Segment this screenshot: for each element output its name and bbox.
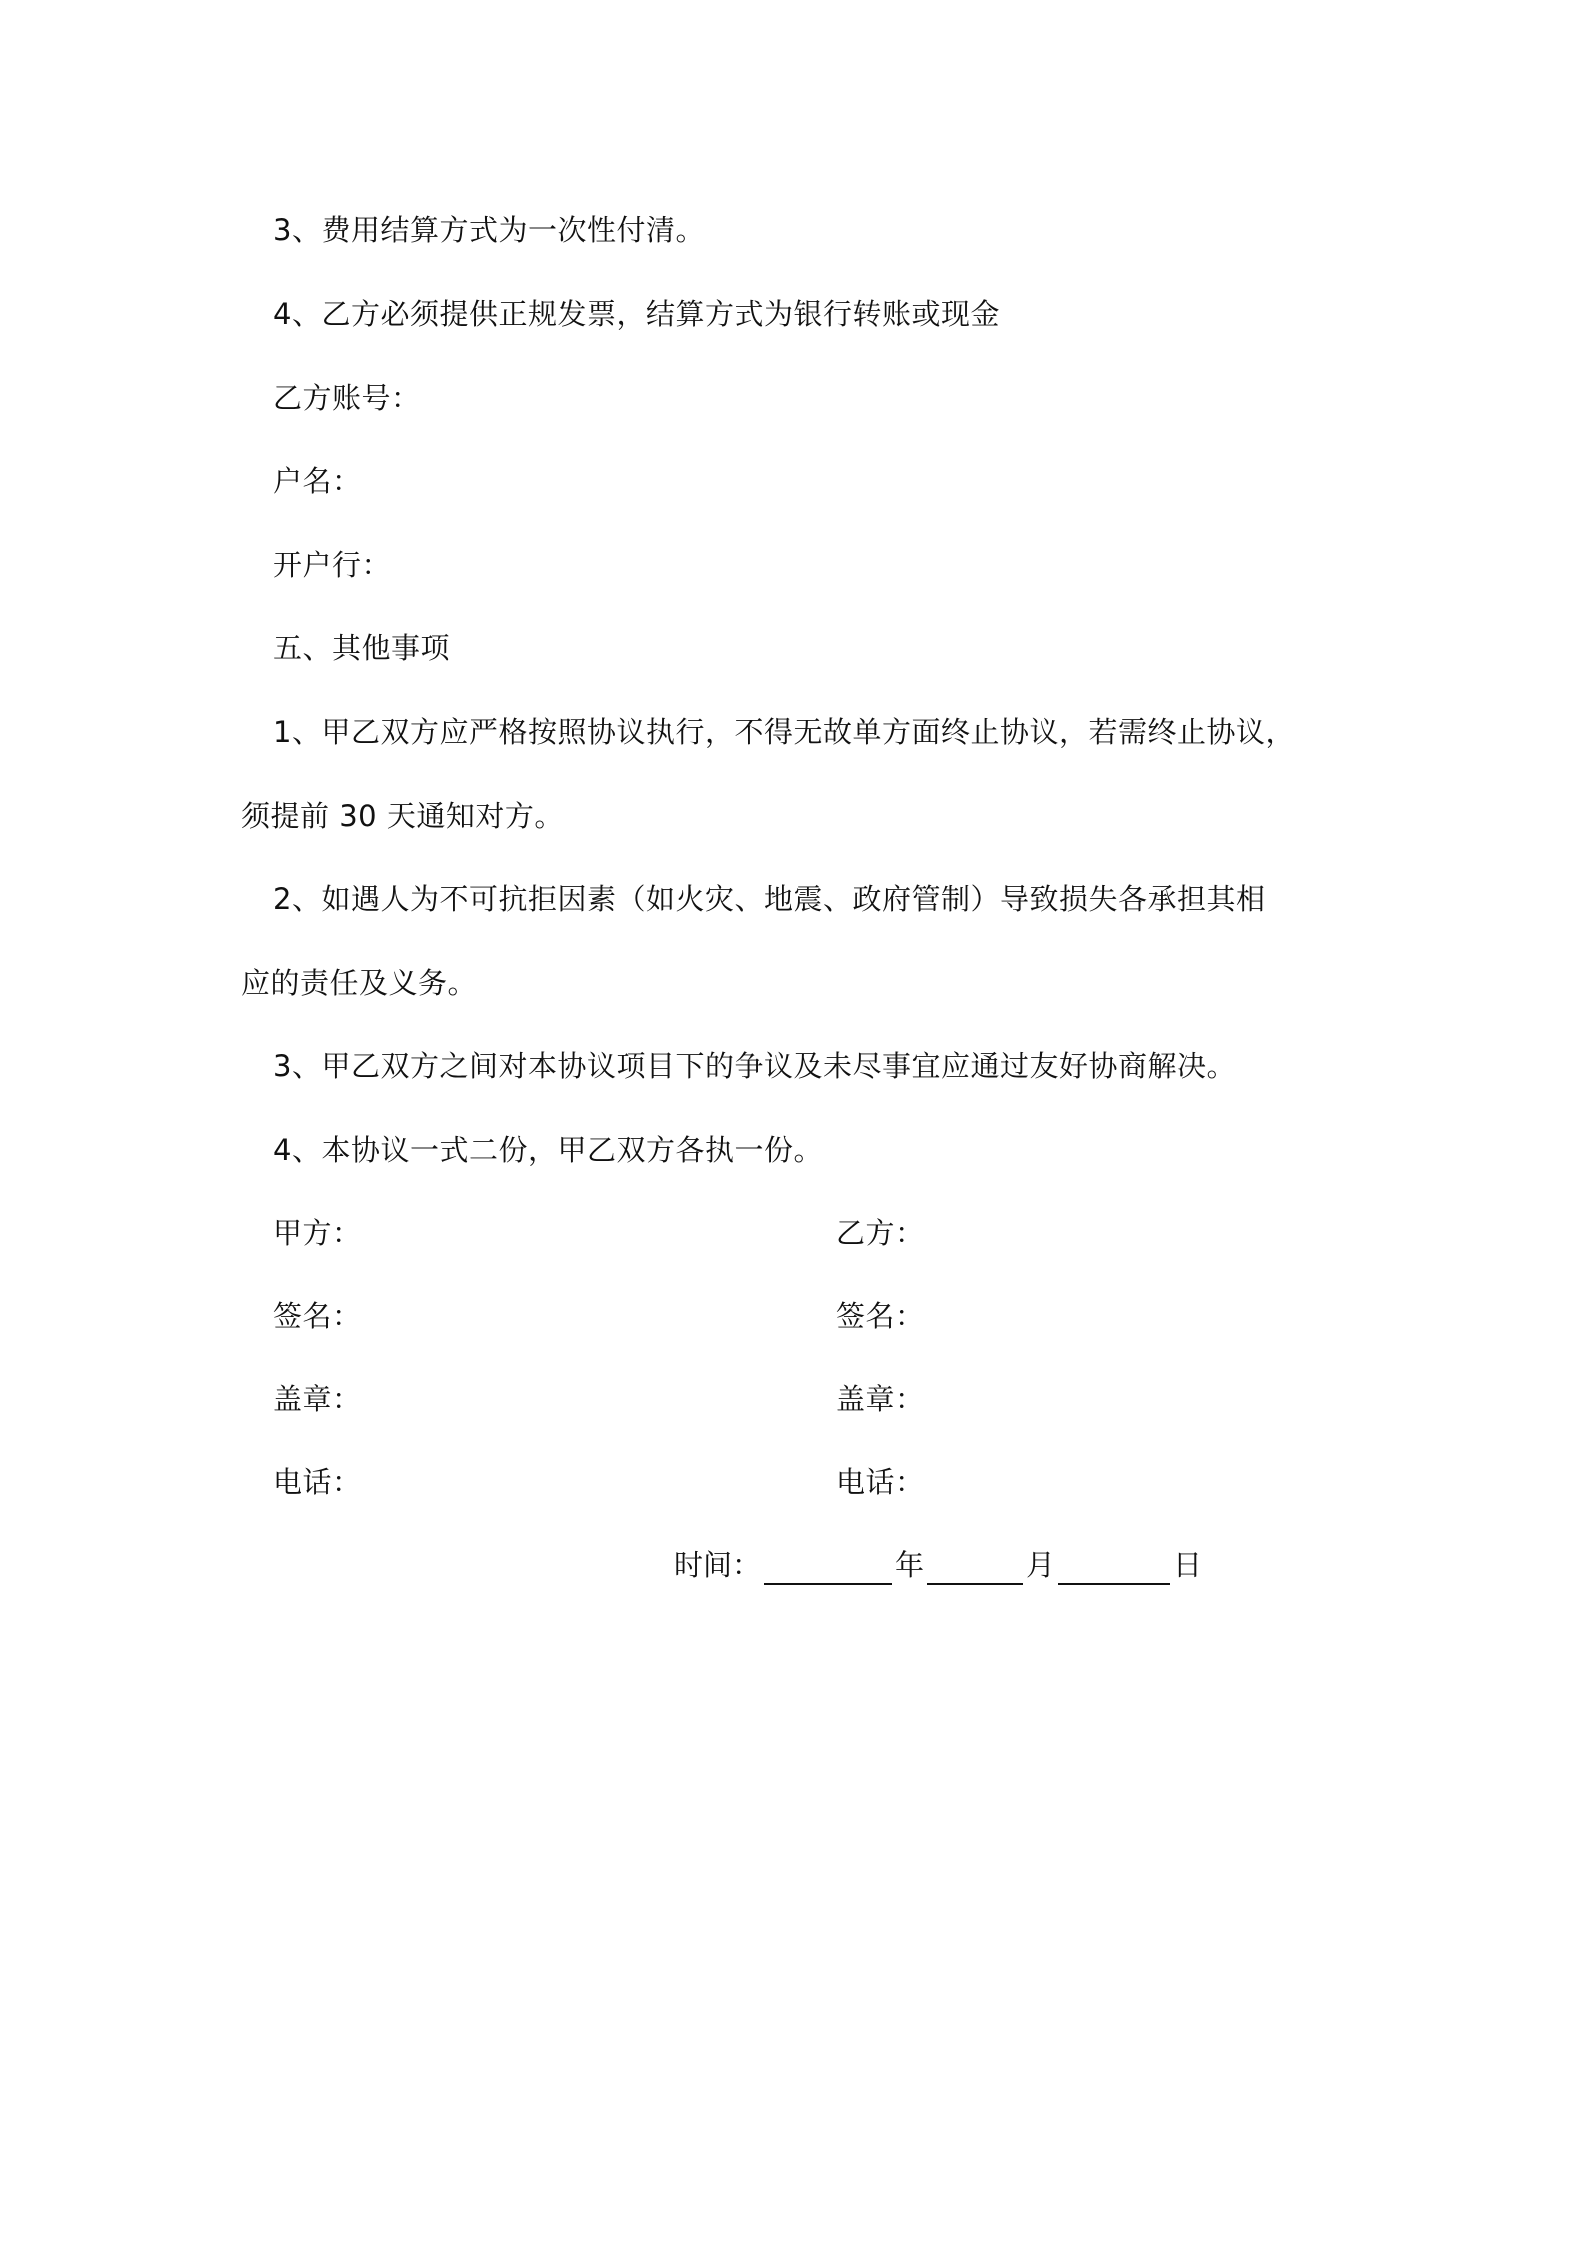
- date-label: 时间：: [674, 1548, 762, 1582]
- party-b-phone-label: 电话：: [836, 1465, 925, 1499]
- month-label: 月: [1026, 1548, 1056, 1582]
- clause-4: 4、本协议一式二份，甲乙双方各执一份。: [273, 1133, 823, 1167]
- party-a-phone-label: 电话：: [273, 1465, 362, 1499]
- clause-1-line-2: 须提前 30 天通知对方。: [241, 799, 564, 833]
- account-label: 乙方账号：: [273, 381, 421, 415]
- payment-item-3: 3、费用结算方式为一次性付清。: [273, 213, 705, 247]
- clause-3: 3、甲乙双方之间对本协议项目下的争议及未尽事宜应通过友好协商解决。: [273, 1049, 1236, 1083]
- payment-item-4: 4、乙方必须提供正规发票，结算方式为银行转账或现金: [273, 297, 1000, 331]
- day-blank: [1058, 1547, 1170, 1585]
- year-blank: [764, 1547, 892, 1585]
- date-row: [674, 1545, 1202, 1585]
- party-b-seal-label: 盖章：: [836, 1382, 925, 1416]
- clause-2-line-1: 2、如遇人为不可抗拒因素（如火灾、地震、政府管制）导致损失各承担其相: [273, 882, 1266, 916]
- party-a-sign-label: 签名：: [273, 1299, 362, 1333]
- bank-label: 开户行：: [273, 548, 392, 582]
- section-heading: 五、其他事项: [273, 631, 451, 665]
- day-label: 日: [1173, 1548, 1203, 1582]
- clause-2-line-2: 应的责任及义务。: [241, 966, 478, 1000]
- holder-label: 户名：: [273, 464, 362, 498]
- party-a-seal-label: 盖章：: [273, 1382, 362, 1416]
- month-blank: [927, 1547, 1023, 1585]
- party-a-label: 甲方：: [273, 1216, 362, 1250]
- party-b-sign-label: 签名：: [836, 1299, 925, 1333]
- year-label: 年: [895, 1548, 925, 1582]
- party-b-label: 乙方：: [836, 1216, 925, 1250]
- clause-1-line-1: 1、甲乙双方应严格按照协议执行，不得无故单方面终止协议，若需终止协议，: [273, 715, 1295, 749]
